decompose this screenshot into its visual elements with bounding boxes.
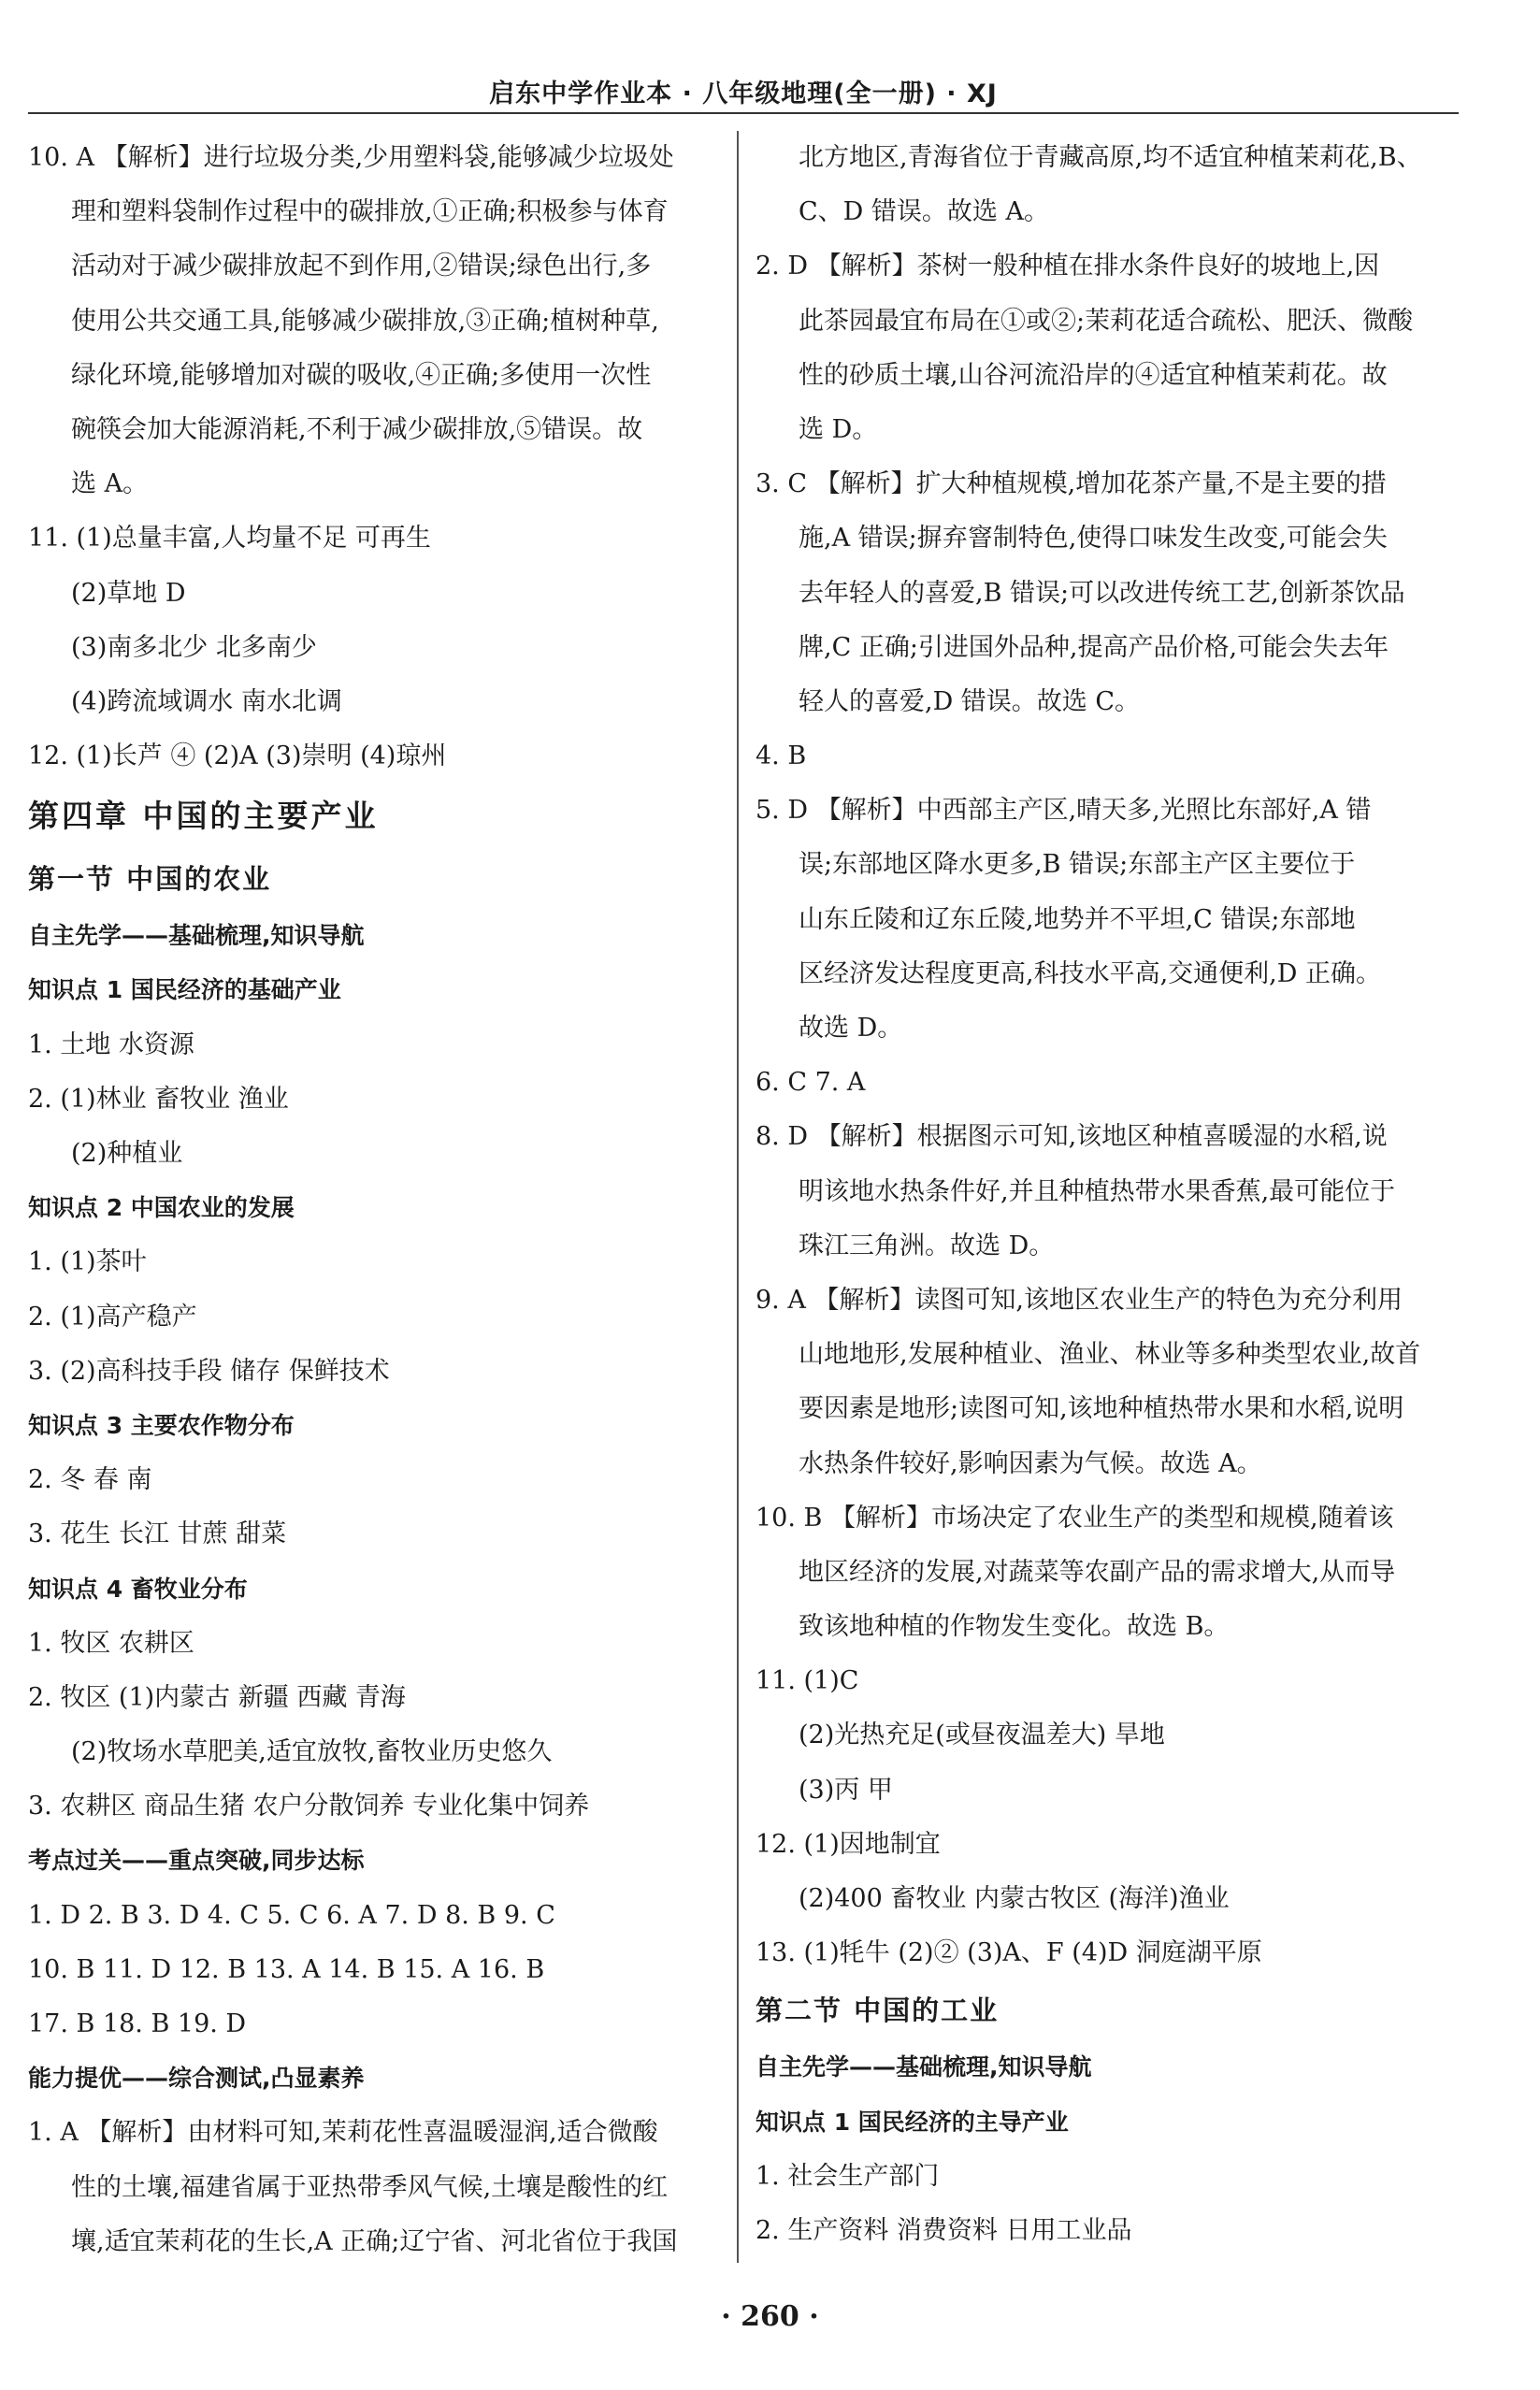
text-line: 2. 生产资料 消费资料 日用工业品 — [756, 2215, 1132, 2245]
text-line-continued: (2)牧场水草肥美,适宜放牧,畜牧业历史悠久 — [71, 1737, 553, 1767]
text-line: 1. 土地 水资源 — [28, 1029, 194, 1059]
subheading: 能力提优——综合测试,凸显素养 — [28, 2065, 365, 2093]
text-line: 2. D 【解析】茶树一般种植在排水条件良好的坡地上,因 — [756, 252, 1380, 281]
text-line-continued: 壤,适宜茉莉花的生长,A 正确;辽宁省、河北省位于我国 — [71, 2226, 678, 2256]
text-line-continued: 故选 D。 — [799, 1014, 903, 1043]
text-line-continued: (2)草地 D — [71, 578, 186, 608]
text-line-continued: 理和塑料袋制作过程中的碳排放,①正确;积极参与体育 — [71, 197, 669, 227]
text-line-continued: 性的土壤,福建省属于亚热带季风气候,土壤是酸性的红 — [71, 2172, 669, 2202]
text-line-continued: 误;东部地区降水更多,B 错误;东部主产区主要位于 — [799, 850, 1356, 880]
subheading: 自主先学——基础梳理,知识导航 — [28, 922, 365, 950]
subheading: 自主先学——基础梳理,知识导航 — [756, 2053, 1092, 2081]
text-line: 11. (1)总量丰富,人均量不足 可再生 — [28, 524, 431, 554]
text-line: 1. 牧区 农耕区 — [28, 1628, 194, 1658]
text-line-continued: 性的砂质土壤,山谷河流沿岸的④适宜种植茉莉花。故 — [799, 360, 1388, 390]
text-line-continued: 此茶园最宜布局在①或②;茉莉花适合疏松、肥沃、微酸 — [799, 306, 1414, 336]
subheading: 知识点 3 主要农作物分布 — [28, 1411, 295, 1439]
text-line-continued: (3)丙 甲 — [799, 1775, 893, 1805]
text-line: 8. D 【解析】根据图示可知,该地区种植喜暖湿的水稻,说 — [756, 1122, 1388, 1152]
left-column — [28, 131, 711, 2269]
text-line: 2. 冬 春 南 — [28, 1465, 152, 1495]
text-line-continued: 区经济发达程度更高,科技水平高,交通便利,D 正确。 — [799, 958, 1381, 988]
text-line: 1. 社会生产部门 — [756, 2161, 940, 2191]
text-line: 2. (1)林业 畜牧业 渔业 — [28, 1084, 289, 1114]
text-line-continued: (2)光热充足(或昼夜温差大) 旱地 — [799, 1721, 1165, 1750]
text-line: 1. D 2. B 3. D 4. C 5. C 6. A 7. D 8. B 9. C — [28, 1900, 555, 1930]
text-line: 2. 牧区 (1)内蒙古 新疆 西藏 青海 — [28, 1682, 406, 1712]
subheading: 考点过关——重点突破,同步达标 — [28, 1847, 365, 1875]
chapter-heading: 第四章 中国的主要产业 — [28, 798, 379, 835]
header-divider — [28, 112, 1459, 114]
text-line-continued: 珠江三角洲。故选 D。 — [799, 1231, 1055, 1260]
text-line-continued: 致该地种植的作物发生变化。故选 B。 — [799, 1612, 1230, 1642]
text-line-continued: 碗筷会加大能源消耗,不利于减少碳排放,⑤错误。故 — [71, 414, 643, 444]
text-line: 10. B 11. D 12. B 13. A 14. B 15. A 16. B — [28, 1954, 545, 1984]
text-line-continued: 活动对于减少碳排放起不到作用,②错误;绿色出行,多 — [71, 252, 652, 281]
text-line-continued: 北方地区,青海省位于青藏高原,均不适宜种植茉莉花,B、 — [799, 143, 1422, 172]
text-line-continued: (2)400 畜牧业 内蒙古牧区 (海洋)渔业 — [799, 1884, 1230, 1913]
text-line-continued: (3)南多北少 北多南少 — [71, 632, 317, 662]
section-heading: 第二节 中国的工业 — [756, 1994, 1000, 2027]
text-line: 12. (1)长芦 ④ (2)A (3)崇明 (4)琼州 — [28, 741, 447, 771]
page-number: · 260 · — [721, 2300, 819, 2333]
right-column — [756, 131, 1459, 2258]
text-line: 4. B — [756, 741, 807, 771]
text-line-continued: 地区经济的发展,对蔬菜等农副产品的需求增大,从而导 — [799, 1557, 1396, 1587]
text-line: 9. A 【解析】读图可知,该地区农业生产的特色为充分利用 — [756, 1285, 1403, 1315]
text-line: 1. (1)茶叶 — [28, 1247, 147, 1277]
text-line: 3. C 【解析】扩大种植规模,增加花茶产量,不是主要的措 — [756, 469, 1387, 499]
text-line-continued: 明该地水热条件好,并且种植热带水果香蕉,最可能位于 — [799, 1176, 1396, 1206]
text-line: 11. (1)C — [756, 1666, 859, 1696]
text-line-continued: 使用公共交通工具,能够减少碳排放,③正确;植树种草, — [71, 306, 659, 336]
text-line: 5. D 【解析】中西部主产区,晴天多,光照比东部好,A 错 — [756, 796, 1372, 826]
text-line-continued: 水热条件较好,影响因素为气候。故选 A。 — [799, 1448, 1262, 1478]
page-header: 启东中学作业本 · 八年级地理(全一册) · XJ — [489, 79, 998, 108]
subheading: 知识点 2 中国农业的发展 — [28, 1194, 295, 1222]
text-line: 3. 农耕区 商品生猪 农户分散饲养 专业化集中饲养 — [28, 1792, 590, 1821]
subheading: 知识点 1 国民经济的主导产业 — [756, 2108, 1069, 2136]
text-line: 6. C 7. A — [756, 1068, 866, 1098]
text-line-continued: (4)跨流域调水 南水北调 — [71, 686, 342, 716]
section-heading: 第一节 中国的农业 — [28, 863, 272, 896]
text-line: 12. (1)因地制宜 — [756, 1829, 941, 1859]
text-line: 10. B 【解析】市场决定了农业生产的类型和规模,随着该 — [756, 1503, 1394, 1533]
text-line-continued: 选 A。 — [71, 469, 149, 499]
text-line-continued: 牌,C 正确;引进国外品种,提高产品价格,可能会失去年 — [799, 632, 1389, 662]
text-line: 3. (2)高科技手段 储存 保鲜技术 — [28, 1356, 390, 1386]
text-line: 17. B 18. B 19. D — [28, 2009, 247, 2038]
column-divider — [737, 131, 739, 2263]
subheading: 知识点 4 畜牧业分布 — [28, 1575, 248, 1603]
text-line-continued: 轻人的喜爱,D 错误。故选 C。 — [799, 686, 1141, 716]
text-line-continued: C、D 错误。故选 A。 — [799, 197, 1049, 227]
text-line: 10. A 【解析】进行垃圾分类,少用塑料袋,能够减少垃圾处 — [28, 143, 674, 172]
text-line-continued: 山地地形,发展种植业、渔业、林业等多种类型农业,故首 — [799, 1340, 1421, 1370]
text-line-continued: 绿化环境,能够增加对碳的吸收,④正确;多使用一次性 — [71, 360, 652, 390]
text-line-continued: (2)种植业 — [71, 1139, 183, 1168]
text-line-continued: 山东丘陵和辽东丘陵,地势并不平坦,C 错误;东部地 — [799, 904, 1356, 934]
text-line-continued: 去年轻人的喜爱,B 错误;可以改进传统工艺,创新茶饮品 — [799, 578, 1405, 608]
text-line: 13. (1)牦牛 (2)② (3)A、F (4)D 洞庭湖平原 — [756, 1938, 1262, 1968]
text-line: 1. A 【解析】由材料可知,茉莉花性喜温暖湿润,适合微酸 — [28, 2118, 658, 2148]
subheading: 知识点 1 国民经济的基础产业 — [28, 976, 341, 1004]
text-line-continued: 选 D。 — [799, 414, 878, 444]
text-line-continued: 要因素是地形;读图可知,该地种植热带水果和水稻,说明 — [799, 1394, 1404, 1424]
text-line: 3. 花生 长江 甘蔗 甜菜 — [28, 1519, 287, 1549]
text-line-continued: 施,A 错误;摒弃窨制特色,使得口味发生改变,可能会失 — [799, 524, 1388, 554]
text-line: 2. (1)高产稳产 — [28, 1302, 197, 1332]
